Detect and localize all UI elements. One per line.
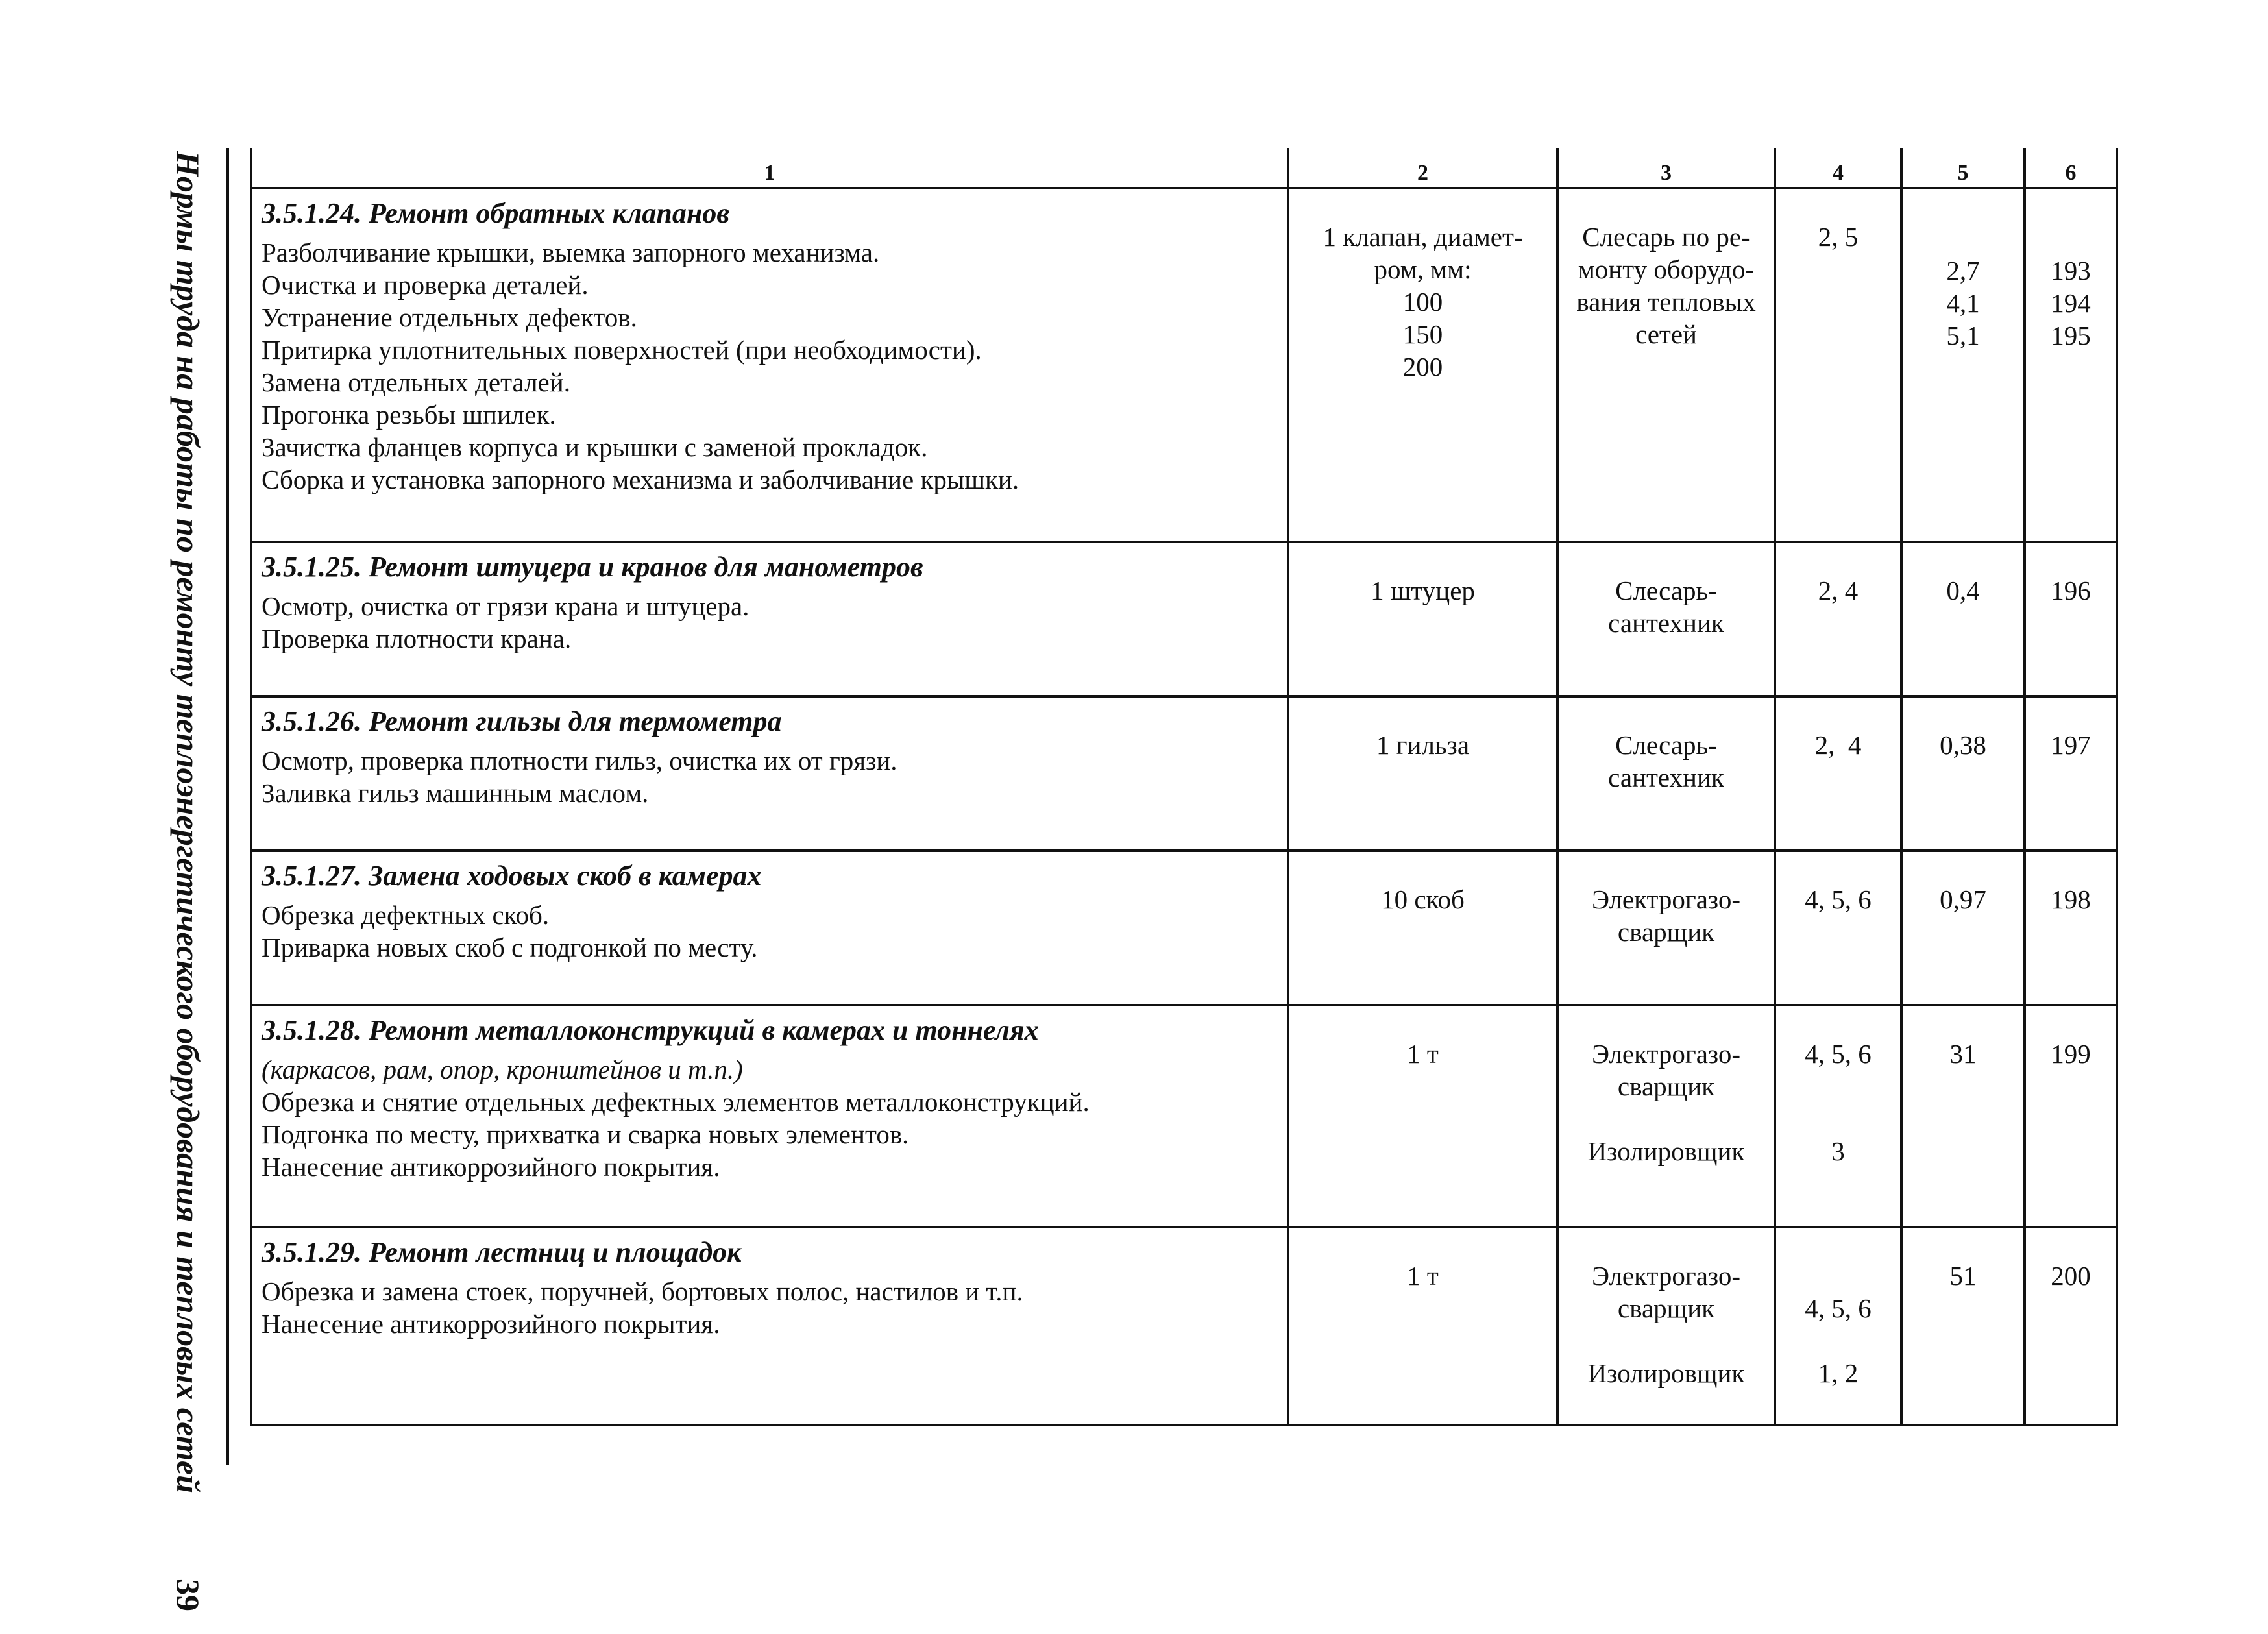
norm-number-cell	[2025, 851, 2117, 1005]
page-sidebar	[149, 148, 227, 1611]
work-step: Очистка и проверка деталей.	[262, 270, 589, 300]
norm-value: 4,1	[1946, 288, 1980, 318]
norm-cell	[1901, 1227, 2025, 1425]
profession-line: Слесарь-	[1615, 576, 1717, 605]
work-description	[251, 696, 1288, 851]
column-number: 1	[251, 148, 1288, 188]
profession-line: монту оборудо-	[1578, 254, 1755, 284]
profession-cell	[1557, 542, 1775, 696]
grade-cell	[1775, 188, 1901, 542]
profession-line: Электрогазо-	[1591, 1039, 1741, 1069]
table-row	[251, 696, 2117, 851]
work-step: Сборка и установка запорного механизма и заболчивание крышки.	[262, 465, 1019, 494]
section-title: 3.5.1.24. Ремонт обратных клапанов	[262, 197, 729, 229]
profession-line: Слесарь-	[1615, 730, 1717, 760]
grade-line: 2, 5	[1818, 222, 1859, 252]
grade-line: 4, 5, 6	[1805, 884, 1872, 914]
norm-number: 200	[2051, 1261, 2091, 1291]
profession-line: сварщик	[1617, 917, 1715, 947]
norm-number-cell	[2025, 188, 2117, 542]
profession-line: сантехник	[1608, 608, 1724, 638]
unit-cell	[1288, 188, 1557, 542]
norm-number-cell	[2025, 542, 2117, 696]
grade-cell	[1775, 1005, 1901, 1227]
grade-line: 4, 5, 6	[1805, 1293, 1872, 1323]
norm-cell	[1901, 1005, 2025, 1227]
column-number-row	[251, 148, 2117, 188]
work-step: Проверка плотности крана.	[262, 624, 572, 653]
work-step: Зачистка фланцев корпуса и крышки с заменой прокладок.	[262, 432, 928, 462]
norm-number-cell	[2025, 696, 2117, 851]
table-row	[251, 542, 2117, 696]
profession-line: Изолировщик	[1587, 1136, 1745, 1166]
norm-value: 31	[1949, 1039, 1977, 1069]
profession-cell	[1557, 188, 1775, 542]
profession-line: Электрогазо-	[1591, 1261, 1741, 1291]
unit-cell	[1288, 1227, 1557, 1425]
work-description	[251, 851, 1288, 1005]
column-number: 3	[1557, 148, 1775, 188]
profession-line: сварщик	[1617, 1071, 1715, 1101]
work-description	[251, 188, 1288, 542]
work-step: Обрезка и снятие отдельных дефектных элементов металлоконструкций.	[262, 1087, 1090, 1117]
grade-cell	[1775, 1227, 1901, 1425]
page-number: 39	[170, 1579, 206, 1611]
grade-line: 4, 5, 6	[1805, 1039, 1872, 1069]
profession-line: Слесарь по ре-	[1582, 222, 1750, 252]
norm-value: 5,1	[1946, 321, 1980, 350]
table-row	[251, 188, 2117, 542]
norm-number: 194	[2051, 288, 2091, 318]
column-number: 4	[1775, 148, 1901, 188]
grade-cell	[1775, 696, 1901, 851]
work-description	[251, 1227, 1288, 1425]
section-title: 3.5.1.28. Ремонт металлоконструкций в камерах и тоннелях	[262, 1014, 1039, 1046]
section-title: 3.5.1.26. Ремонт гильзы для термометра	[262, 705, 782, 737]
profession-cell	[1557, 851, 1775, 1005]
unit-cell	[1288, 851, 1557, 1005]
work-step: Подгонка по месту, прихватка и сварка новых элементов.	[262, 1119, 909, 1149]
unit-line: 200	[1402, 352, 1443, 382]
unit-cell	[1288, 542, 1557, 696]
profession-cell	[1557, 696, 1775, 851]
unit-line: 1 клапан, диамет-	[1323, 222, 1523, 252]
grade-line: 1, 2	[1818, 1358, 1859, 1388]
profession-line: сварщик	[1617, 1293, 1715, 1323]
column-number: 5	[1901, 148, 2025, 188]
norm-number: 199	[2051, 1039, 2091, 1069]
work-step: Прогонка резьбы шпилек.	[262, 400, 556, 430]
profession-line: вания тепловых	[1576, 287, 1756, 317]
grade-cell	[1775, 542, 1901, 696]
unit-line: 10 скоб	[1381, 884, 1465, 914]
unit-line: 1 гильза	[1376, 730, 1470, 760]
sidebar-rule	[226, 148, 229, 1465]
grade-line: 2, 4	[1814, 730, 1862, 760]
work-step: Обрезка и замена стоек, поручней, бортовых полос, настилов и т.п.	[262, 1276, 1023, 1306]
norm-number: 198	[2051, 884, 2091, 914]
section-title: 3.5.1.29. Ремонт лестниц и площадок	[262, 1236, 742, 1268]
norm-number: 197	[2051, 730, 2091, 760]
column-number: 2	[1288, 148, 1557, 188]
profession-cell	[1557, 1005, 1775, 1227]
work-step: Притирка уплотнительных поверхностей (при необходимости).	[262, 335, 982, 365]
work-step: Нанесение антикоррозийного покрытия.	[262, 1309, 720, 1339]
norm-number: 196	[2051, 576, 2091, 605]
unit-line: ром, мм:	[1374, 254, 1472, 284]
table-row	[251, 1227, 2117, 1425]
unit-line: 1 т	[1407, 1039, 1439, 1069]
norms-table	[250, 148, 2118, 1426]
unit-line: 150	[1402, 319, 1443, 349]
work-description	[251, 1005, 1288, 1227]
unit-cell	[1288, 1005, 1557, 1227]
running-head: Нормы труда на работы по ремонту теплоэнергетического оборудования и тепловых сетей	[170, 151, 206, 1493]
norm-value: 0,97	[1940, 884, 1986, 914]
work-step: Обрезка дефектных скоб.	[262, 900, 550, 930]
norm-value: 51	[1949, 1261, 1977, 1291]
norm-value: 2,7	[1946, 256, 1980, 286]
work-step: Нанесение антикоррозийного покрытия.	[262, 1152, 720, 1182]
unit-line: 1 штуцер	[1371, 576, 1475, 605]
section-title: 3.5.1.27. Замена ходовых скоб в камерах	[262, 860, 762, 892]
norm-cell	[1901, 696, 2025, 851]
column-number: 6	[2025, 148, 2117, 188]
norm-number: 195	[2051, 321, 2091, 350]
norm-number: 193	[2051, 256, 2091, 286]
profession-line: сантехник	[1608, 762, 1724, 792]
norm-number-cell	[2025, 1005, 2117, 1227]
norm-value: 0,4	[1946, 576, 1980, 605]
norm-cell	[1901, 188, 2025, 542]
work-step: Разболчивание крышки, выемка запорного механизма.	[262, 238, 880, 267]
table-row	[251, 1005, 2117, 1227]
profession-line: Электрогазо-	[1591, 884, 1741, 914]
norm-cell	[1901, 542, 2025, 696]
grade-cell	[1775, 851, 1901, 1005]
norm-cell	[1901, 851, 2025, 1005]
norm-number-cell	[2025, 1227, 2117, 1425]
profession-cell	[1557, 1227, 1775, 1425]
section-subtitle: (каркасов, рам, опор, кронштейнов и т.п.)	[262, 1055, 743, 1084]
work-description	[251, 542, 1288, 696]
profession-line: сетей	[1635, 319, 1697, 349]
grade-line: 3	[1831, 1136, 1845, 1166]
work-step: Осмотр, проверка плотности гильз, очистка их от грязи.	[262, 746, 897, 775]
section-title: 3.5.1.25. Ремонт штуцера и кранов для манометров	[262, 551, 923, 583]
work-step: Заливка гильз машинным маслом.	[262, 778, 649, 808]
unit-line: 100	[1402, 287, 1443, 317]
table-row	[251, 851, 2117, 1005]
work-step: Приварка новых скоб с подгонкой по месту.	[262, 933, 758, 962]
grade-line: 2, 4	[1818, 576, 1859, 605]
work-step: Замена отдельных деталей.	[262, 367, 570, 397]
norm-value: 0,38	[1940, 730, 1986, 760]
unit-line: 1 т	[1407, 1261, 1439, 1291]
work-step: Осмотр, очистка от грязи крана и штуцера.	[262, 591, 750, 621]
unit-cell	[1288, 696, 1557, 851]
work-step: Устранение отдельных дефектов.	[262, 302, 637, 332]
profession-line: Изолировщик	[1587, 1358, 1745, 1388]
